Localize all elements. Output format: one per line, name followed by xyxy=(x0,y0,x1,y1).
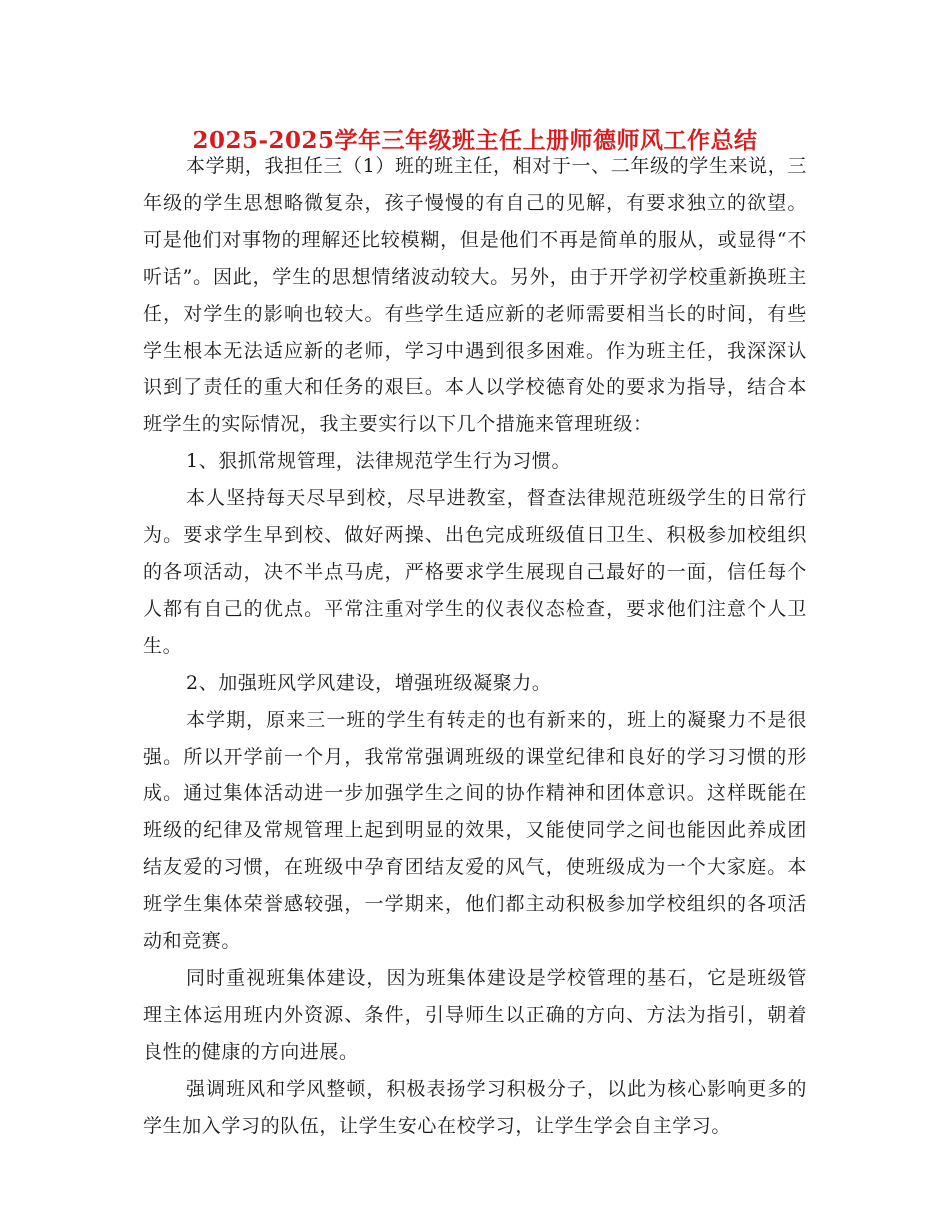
document-body xyxy=(143,148,807,1144)
paragraph-heading-1: 1、狠抓常规管理，法律规范学生行为习惯。 xyxy=(186,450,572,473)
paragraph-class-building: 同时重视班集体建设，因为班集体建设是学校管理的基石，它是班级管理主体运用班内外资源、条件，引导师生以正确的方向、方法为指引，朝着良性的健康的方向进展。 xyxy=(143,966,807,1063)
paragraph-routine-management: 本人坚持每天尽早到校，尽早进教室，督查法律规范班级学生的日常行为。要求学生早到校、做好两操、出色完成班级值日卫生、积极参加校组织的各项活动，决不半点马虎，严格要求学生展现自己最好的一面，信任每个人都有自己的优点。平常注重对学生的仪表仪态检查，要求他们注意个人卫生。 xyxy=(143,487,807,657)
paragraph-intro: 本学期，我担任三（1）班的班主任，相对于一、二年级的学生来说，三年级的学生思想略微复杂，孩子慢慢的有自己的见解，有要求独立的欲望。可是他们对事物的理解还比较模糊，但是他们不再是简单的服从，或显得“不听话”。因此，学生的思想情绪波动较大。另外，由于开学初学校重新换班主任，对学生的影响也较大。有些学生适应新的老师需要相当长的时间，有些学生根本无法适应新的老师，学习中遇到很多困难。作为班主任，我深深认识到了责任的重大和任务的艰巨。本人以学校德育处的要求为指导，结合本班学生的实际情况，我主要实行以下几个措施来管理班级： xyxy=(143,155,807,436)
document-title: 2025-2025学年三年级班主任上册师德师风工作总结 xyxy=(192,127,758,155)
paragraph-study-style: 强调班风和学风整顿，积极表扬学习积极分子，以此为核心影响更多的学生加入学习的队伍，让学生安心在校学习，让学生学会自主学习。 xyxy=(143,1077,807,1137)
paragraph-class-cohesion: 本学期，原来三一班的学生有转走的也有新来的，班上的凝聚力不是很强。所以开学前一个月，我常常强调班级的课堂纪律和良好的学习习惯的形成。通过集体活动进一步加强学生之间的协作精神和团体意识。这样既能在班级的纪律及常规管理上起到明显的效果，又能使同学之间也能因此养成团结友爱的习惯，在班级中孕育团结友爱的风气，使班级成为一个大家庭。本班学生集体荣誉感较强，一学期来，他们都主动积极参加学校组织的各项活动和竞赛。 xyxy=(143,708,807,953)
paragraph-heading-2: 2、加强班风学风建设，增强班级凝聚力。 xyxy=(186,671,552,694)
